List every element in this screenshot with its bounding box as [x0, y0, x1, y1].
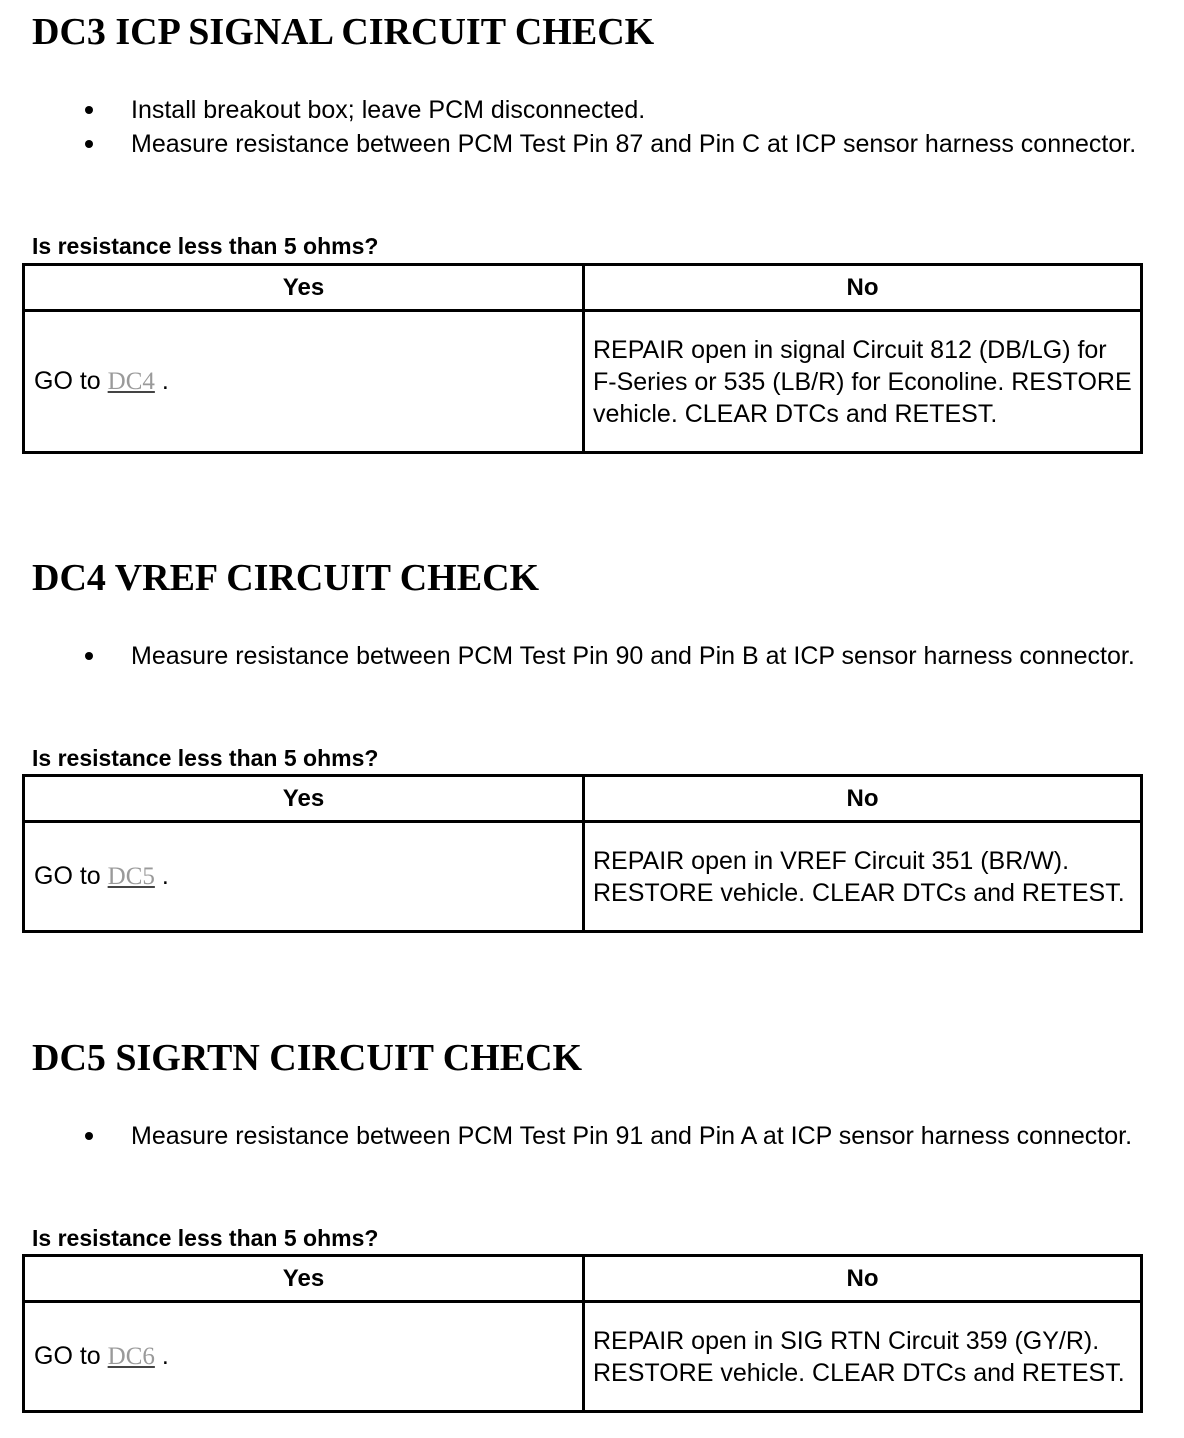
no-header: No: [584, 776, 1142, 822]
section-title: DC4 VREF CIRCUIT CHECK: [32, 557, 540, 599]
list-item: Install breakout box; leave PCM disconnected.: [0, 94, 1141, 126]
yes-cell: GO to DC6 .: [24, 1302, 584, 1412]
list-item: Measure resistance between PCM Test Pin 87 and Pin C at ICP sensor harness connector.: [0, 128, 1141, 160]
bullet-icon: [85, 106, 93, 114]
decision-table: [22, 774, 1143, 933]
bullet-icon: [85, 1132, 93, 1140]
question: Is resistance less than 5 ohms?: [32, 1225, 379, 1251]
yes-cell: GO to DC5 .: [24, 822, 584, 932]
goto-dc6-link[interactable]: DC6: [107, 1343, 155, 1370]
yes-header: Yes: [24, 1256, 584, 1302]
yes-header: Yes: [24, 776, 584, 822]
no-header: No: [584, 265, 1142, 311]
list-item: Measure resistance between PCM Test Pin 90 and Pin B at ICP sensor harness connector.: [0, 640, 1141, 672]
bullet-list: [0, 640, 1141, 672]
section-title: DC3 ICP SIGNAL CIRCUIT CHECK: [32, 11, 655, 53]
yes-header: Yes: [24, 265, 584, 311]
no-cell: REPAIR open in SIG RTN Circuit 359 (GY/R). RESTORE vehicle. CLEAR DTCs and RETEST.: [584, 1302, 1142, 1412]
question: Is resistance less than 5 ohms?: [32, 745, 379, 771]
goto-dc4-link[interactable]: DC4: [107, 368, 155, 395]
bullet-list: [0, 94, 1141, 160]
no-header: No: [584, 1256, 1142, 1302]
question: Is resistance less than 5 ohms?: [32, 233, 379, 259]
bullet-icon: [85, 652, 93, 660]
goto-dc5-link[interactable]: DC5: [107, 863, 155, 890]
bullet-icon: [85, 140, 93, 148]
decision-table: [22, 1254, 1143, 1413]
no-cell: REPAIR open in VREF Circuit 351 (BR/W). RESTORE vehicle. CLEAR DTCs and RETEST.: [584, 822, 1142, 932]
decision-table: [22, 263, 1143, 454]
section-title: DC5 SIGRTN CIRCUIT CHECK: [32, 1037, 583, 1079]
bullet-list: [0, 1120, 1141, 1152]
list-item: Measure resistance between PCM Test Pin 91 and Pin A at ICP sensor harness connector.: [0, 1120, 1141, 1152]
yes-cell: GO to DC4 .: [24, 311, 584, 453]
no-cell: REPAIR open in signal Circuit 812 (DB/LG) for F-Series or 535 (LB/R) for Econoline. RESTORE vehicle. CLEAR DTCs and RETEST.: [584, 311, 1142, 453]
